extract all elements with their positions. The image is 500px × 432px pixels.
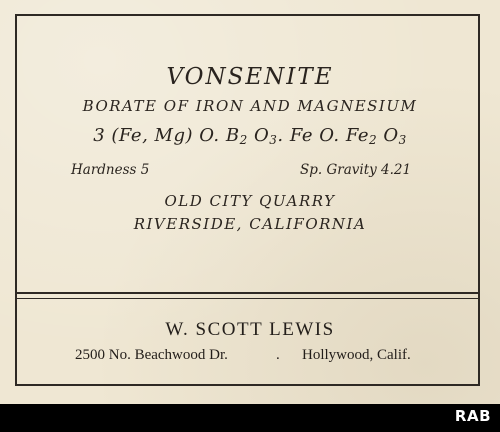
chemical-formula: 3 (Fe, Mg) O. $B_2$ $O_3$. Fe O. $Fe_2$ $O_3$	[93, 125, 407, 147]
hardness-value: Hardness 5	[71, 162, 150, 178]
address-separator: .	[276, 347, 280, 363]
bottom-bar	[0, 404, 500, 432]
mineral-description: BORATE OF IRON AND MAGNESIUM	[82, 97, 418, 115]
specific-gravity-value: Sp. Gravity 4.21	[300, 162, 412, 178]
dealer-name: W. SCOTT LEWIS	[165, 319, 335, 340]
location-region: RIVERSIDE, CALIFORNIA	[133, 215, 367, 233]
mineral-name: VONSENITE	[166, 64, 334, 90]
watermark-label: RAB	[454, 407, 491, 425]
location-quarry: OLD CITY QUARRY	[164, 192, 336, 210]
divider-line	[15, 292, 480, 294]
dealer-street-address: 2500 No. Beachwood Dr.	[75, 347, 228, 363]
divider-line	[15, 298, 480, 299]
dealer-city: Hollywood, Calif.	[302, 347, 411, 363]
